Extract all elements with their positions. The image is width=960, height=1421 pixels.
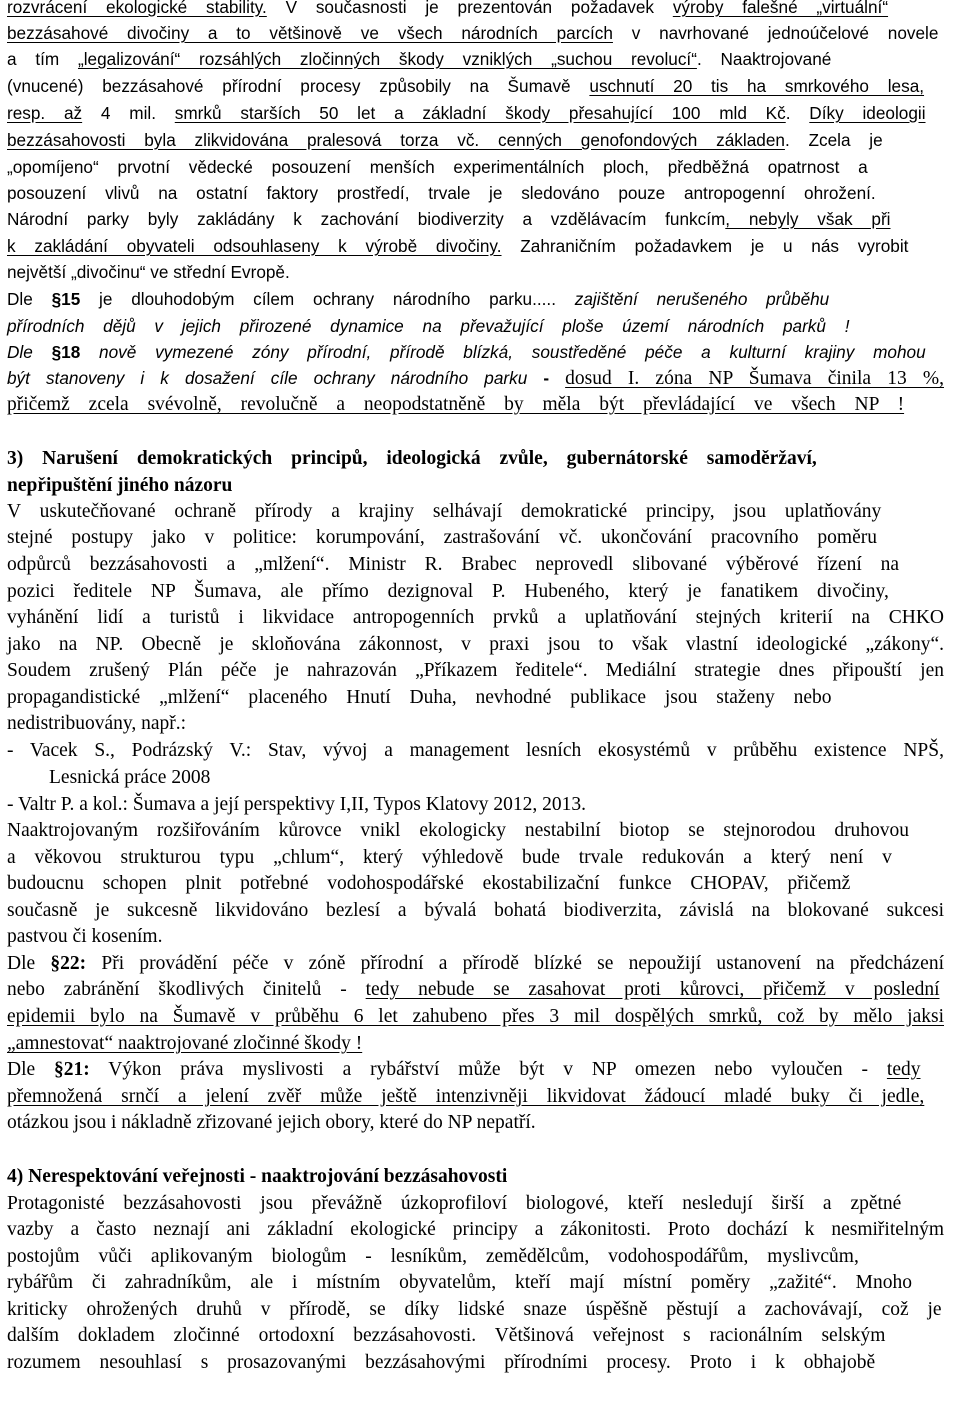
text-line: [7, 658, 944, 684]
text-line: [7, 1191, 901, 1217]
text-line: [7, 1350, 875, 1376]
text-line: [7, 1244, 859, 1270]
text-line: [7, 46, 831, 73]
text-line: [7, 1004, 944, 1030]
text-run: pastvou či kosením.: [7, 926, 163, 947]
text-run: §18: [51, 342, 81, 362]
text-line: [7, 20, 938, 47]
text-line: [7, 154, 868, 181]
text-line: [7, 473, 232, 499]
text-run: smrků starších 50 let a základní škody přesahující 100 mld Kč: [174, 103, 786, 123]
text-run: 4) Nerespektování veřejnosti - naaktrojování bezzásahovosti: [7, 1166, 508, 1187]
text-run: tedy: [886, 1059, 921, 1080]
text-line: [7, 499, 881, 525]
text-line: [7, 738, 944, 764]
text-run: přírodních dějů v jejich přirozené dynamice na převažující ploše území národních parků !: [7, 316, 850, 336]
text-run: a tím: [7, 49, 78, 69]
text-line: [7, 525, 877, 551]
text-run: Dle: [7, 289, 52, 309]
text-run: Dle: [7, 342, 52, 362]
text-run: rybářům či zahradníkům, ale i místním obyvatelům, kteří mají místní poměry „zažité“. Mnoho: [7, 1272, 913, 1293]
text-line: [7, 898, 944, 924]
text-line: [7, 1297, 942, 1323]
text-run: §15: [51, 289, 81, 309]
text-run: kriticky ohrožených druhů v přírodě, se díky lidské snaze úspěšně pěstují a zachovávají, což je: [7, 1299, 942, 1320]
text-run: Dle: [7, 953, 51, 974]
text-run: resp. až: [7, 103, 83, 123]
text-line: [7, 127, 883, 154]
text-line: [7, 951, 944, 977]
text-run: postojům vůči aplikovaným biologům - lesníkům, zemědělcům, vodohospodářům, myslivcům,: [7, 1246, 859, 1267]
text-line: [7, 685, 832, 711]
text-run: . Naaktrojované: [696, 49, 832, 69]
text-run: Dle: [7, 1059, 55, 1080]
text-run: V současnosti je prezentován požadavek: [266, 0, 673, 17]
text-line: [7, 259, 290, 286]
text-run: .: [785, 103, 810, 123]
text-line: [7, 286, 829, 313]
text-run: „amnestovat“ naaktrojované zločinné škody !: [7, 1033, 363, 1054]
text-run: §21:: [54, 1059, 90, 1080]
text-run: Výkon práva myslivosti a rybářství může být v NP omezen nebo vyloučen -: [89, 1059, 887, 1080]
text-run: V uskutečňované ochraně přírody a krajiny selhávají demokratické principy, jsou uplatňovány: [7, 501, 882, 522]
text-run: bezzásahovosti byla zlikvidována pralesová torza vč. cenných genofondových základen: [7, 130, 785, 150]
text-line: [7, 446, 817, 472]
text-run: . Zcela je: [784, 130, 883, 150]
text-run: a věkovou strukturou typu „chlum“, který výhledově bude trvale redukován a který není v: [7, 847, 892, 868]
text-run: stejné postupy jako v politice: korumpování, zastrašování vč. ukončování pracovního poměru: [7, 527, 877, 548]
text-line: [7, 1164, 507, 1190]
text-line: [7, 100, 926, 127]
text-run: vyhánění lidí a turistů i likvidace antropogenních prvků a uplatňování stejných kriterií na CHKO: [7, 607, 944, 628]
text-run: současně je sukcesně likvidováno bezlesí a bývalá bohatá biodiverzita, závislá na blokované sukcesi: [7, 900, 944, 921]
text-run: uschnutí 20 tis ha smrkového lesa,: [589, 76, 925, 96]
text-run: §22:: [50, 953, 87, 974]
text-line: [7, 711, 186, 737]
text-line: [7, 313, 850, 340]
text-line: [7, 977, 940, 1003]
text-run: nedistribuovány, např.:: [7, 713, 187, 734]
text-run: rozumem nesouhlasí s prosazovanými bezzásahovými přírodními procesy. Proto i k obhajobě: [7, 1352, 876, 1373]
text-line: [7, 924, 162, 950]
text-line: [7, 1031, 362, 1057]
text-run: nově vymezené zóny přírodní, přírodě blízká, soustředěné péče a kulturní krajiny mohou: [80, 342, 926, 362]
text-run: rozvrácení ekologické stability.: [7, 0, 267, 17]
text-run: otázkou jsou i nákladně zřizované jejich obory, které do NP nepatří.: [7, 1112, 536, 1133]
text-line: [7, 206, 891, 233]
text-run: (vnucené) bezzásahové přírodní procesy způsobily na Šumavě: [7, 76, 590, 96]
text-line: [49, 765, 210, 791]
text-line: [7, 73, 924, 100]
text-run: tedy nebude se zasahovat proti kůrovci, přičemž v poslední: [365, 979, 940, 1000]
text-line: [7, 792, 586, 818]
text-line: [7, 1270, 912, 1296]
text-line: [7, 392, 904, 418]
text-run: největší „divočinu“ ve střední Evropě.: [7, 262, 290, 282]
text-line: [7, 871, 850, 897]
text-run: pozici ředitele NP Šumava, ale přímo dezignoval P. Hubeného, který je fanatikem divočiny,: [7, 581, 889, 602]
text-run: Naaktrojovaným rozšiřováním kůrovce vnikl ekologicky nestabilní biotop se stejnorodou druhovou: [7, 820, 910, 841]
text-run: - Valtr P. a kol.: Šumava a její perspektivy I,II, Typos Klatovy 2012, 2013.: [7, 794, 587, 815]
text-run: Při provádění péče v zóně přírodní a přírodě blízké se nepoužijí ustanovení na předcházení: [86, 953, 944, 974]
text-line: [7, 339, 926, 366]
text-run: k zakládání obyvateli odsouhlaseny k výrobě divočiny.: [7, 236, 502, 256]
text-line: [7, 233, 908, 260]
text-run: jako na NP. Obecně je skloňována zákonnost, v praxi jsou to však vlastní ideologické „zákony“.: [7, 634, 944, 655]
text-line: [7, 0, 888, 21]
text-line: [7, 1084, 924, 1110]
text-run: posouzení vlivů na ostatní faktory prostředí, trvale je sledováno pouze antropogenní ohrožení.: [7, 183, 876, 203]
text-line: [7, 818, 909, 844]
text-run: - Vacek S., Podrázský V.: Stav, vývoj a management lesních ekosystémů v průběhu existence NPŠ,: [7, 740, 944, 761]
text-run: „legalizování“ rozsáhlých zločinných škody vzniklých „suchou revolucí“: [77, 49, 697, 69]
text-line: [7, 180, 876, 207]
text-line: [7, 1323, 885, 1349]
text-run: Soudem zrušený Plán péče je nahrazován „Příkazem ředitele“. Mediální strategie dnes připouští jen: [7, 660, 944, 681]
text-run: 3) Narušení demokratických principů, ideologická zvůle, gubernátorské samoděržaví,: [7, 448, 817, 469]
text-run: Díky ideologii: [809, 103, 926, 123]
text-line: [7, 579, 889, 605]
text-run: dosud I. zóna NP Šumava činila 13 %,: [565, 368, 944, 389]
text-run: -: [527, 368, 566, 388]
text-line: [7, 552, 899, 578]
text-run: výroby falešné „virtuální“: [672, 0, 889, 17]
text-line: [7, 365, 944, 392]
text-run: nebo zabránění škodlivých činitelů -: [7, 979, 366, 1000]
text-line: [7, 1057, 921, 1083]
text-run: Zahraničním požadavkem je u nás vyrobit: [501, 236, 909, 256]
text-run: v navrhované jednoúčelové novele: [612, 23, 939, 43]
text-line: [7, 1110, 536, 1136]
text-run: Národní parky byly zakládány k zachování biodiverzity a vzdělávacím funkcím: [7, 209, 726, 229]
text-run: „opomíjeno“ prvotní vědecké posouzení menších experimentálních ploch, předběžná opatrnost a: [7, 157, 868, 177]
text-run: zajištění nerušeného průběhu: [556, 289, 830, 309]
text-run: budoucnu schopen plnit potřebné vodohospodářské ekostabilizační funkce CHOPAV, přičemž: [7, 873, 851, 894]
text-run: bezzásahové divočiny a to většinově ve všech národních parcích: [7, 23, 613, 43]
text-run: nepřipuštění jiného názoru: [7, 475, 233, 496]
text-run: propagandistické „mlžení“ placeného Hnutí Duha, nevhodné publikace jsou staženy nebo: [7, 687, 832, 708]
text-run: Lesnická práce 2008: [49, 767, 211, 788]
text-run: být stanoveny i k dosažení cíle ochrany národního parku: [7, 368, 528, 388]
text-run: 4 mil.: [82, 103, 175, 123]
text-run: , nebyly však při: [725, 209, 891, 229]
text-line: [7, 1217, 944, 1243]
text-run: přemnožená srnčí a jelení zvěř může ještě intenzivněji likvidovat žádoucí mladé buky či jedle,: [7, 1086, 925, 1107]
text-run: vazby a často neznají ani základní ekologické principy a zákonitosti. Proto dochází k nesmiřitelným: [7, 1219, 944, 1240]
text-run: přičemž zcela svévolně, revolučně a neopodstatněně by měla být převládající ve všech NP !: [7, 394, 905, 415]
text-run: Protagonisté bezzásahovosti jsou převážně úzkoprofiloví biologové, kteří nesledují širší a zpětné: [7, 1193, 902, 1214]
text-line: [7, 605, 944, 631]
text-run: dalším dokladem zločinné ortodoxní bezzásahovosti. Většinová veřejnost s racionálním selským: [7, 1325, 886, 1346]
text-line: [7, 632, 944, 658]
text-line: [7, 845, 892, 871]
text-run: je dlouhodobým cílem ochrany národního parku.....: [80, 289, 556, 309]
text-run: epidemii bylo na Šumavě v průběhu 6 let zahubeno přes 3 mil dospělých smrků, což by mělo jaksi: [7, 1006, 944, 1027]
text-run: odpůrců bezzásahovosti a „mlžení“. Ministr R. Brabec neprovedl slibované výběrové řízení na: [7, 554, 900, 575]
